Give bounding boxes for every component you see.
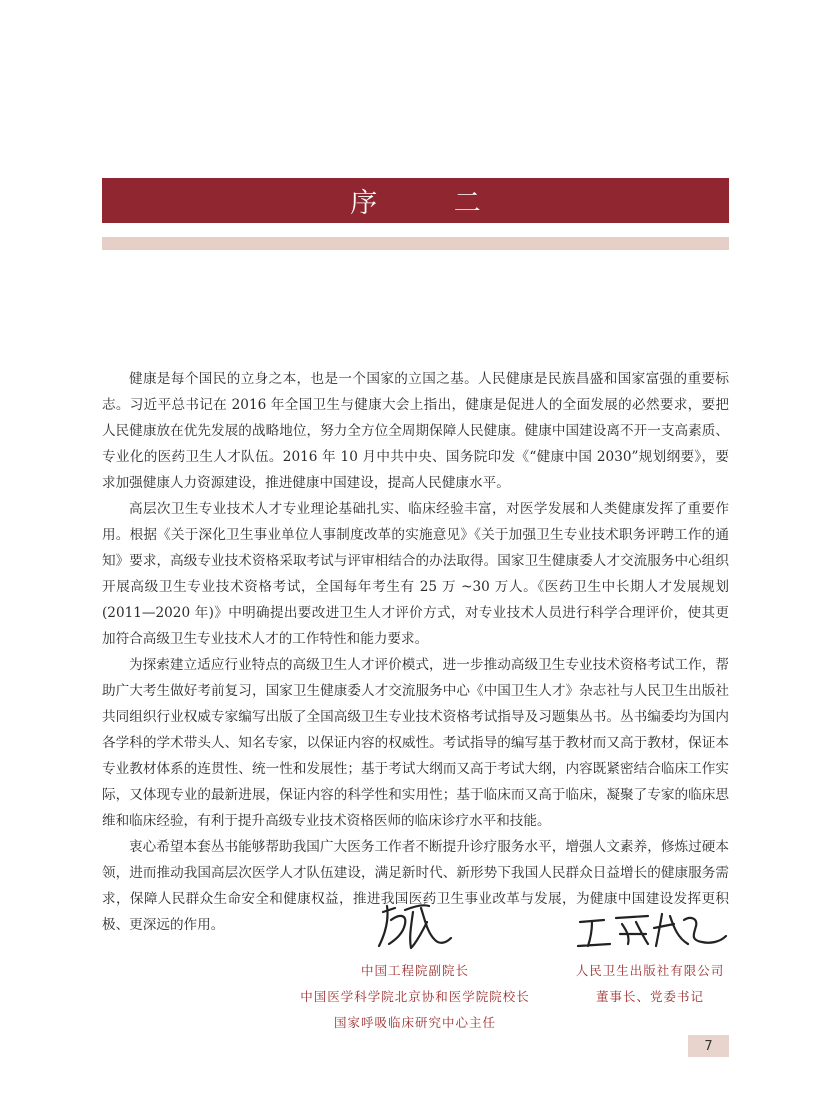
signature-title-line: 中国医学科学院北京协和医学院院校长: [300, 989, 530, 1004]
signature-block-left: [270, 900, 560, 1036]
paragraph: 高层次卫生专业技术人才专业理论基础扎实、临床经验丰富，对医学发展和人类健康发挥了重要作用。根据《关于深化卫生事业单位人事制度改革的实施意见》《关于加强卫生专业技术职务评聘工作的通知》要求，高级专业技术资格采取考试与评审相结合的办法取得。国家卫生健康委人才交流服务中心组织开展高级卫生专业技术资格考试，全国每年考生有 25 万 ~30 万人。《医药卫生中长期人才发展规划(2011—2020 年)》中明确提出要改进卫生人才评价方式，对专业技术人员进行科学合理评价，使其更加符合高级卫生专业技术人才的工作特性和能力要求。: [102, 501, 729, 647]
paragraph: 衷心希望本套丛书能够帮助我国广大医务工作者不断提升诊疗服务水平，增强人文素养，修炼过硬本领，进而推动我国高层次医学人才队伍建设，满足新时代、新形势下我国人民群众日益增长的健康服务需求，保障人民群众生命安全和健康权益，推进我国医药卫生事业改革与发展，为健康中国建设发挥更积极、更深远的作用。: [102, 839, 729, 933]
signature-title-line: 董事长、党委书记: [595, 989, 704, 1004]
signature-title-line: 中国工程院副院长: [360, 963, 469, 978]
title-underbar: [102, 237, 729, 250]
handwritten-signature-right: [570, 900, 730, 958]
paragraph: 为探索建立适应行业特点的高级卫生人才评价模式，进一步推动高级卫生专业技术资格考试工作，帮助广大考生做好考前复习，国家卫生健康委人才交流服务中心《中国卫生人才》杂志社与人民卫生出版社共同组织行业权威专家编写出版了全国高级卫生专业技术资格考试指导及习题集丛书。丛书编委均为国内各学科的学术带头人、知名专家，以保证内容的权威性。考试指导的编写基于教材而又高于教材，保证本专业教材体系的连贯性、统一性和发展性；基于考试大纲而又高于考试大纲，内容既紧密结合临床工作实际，又体现专业的最新进展，保证内容的科学性和实用性；基于临床而又高于临床，凝聚了专家的临床思维和临床经验，有利于提升高级专业技术资格医师的临床诊疗水平和技能。: [102, 657, 729, 829]
handwritten-signature-left: [365, 900, 465, 958]
paragraph: 健康是每个国民的立身之本，也是一个国家的立国之基。人民健康是民族昌盛和国家富强的重要标志。习近平总书记在 2016 年全国卫生与健康大会上指出，健康是促进人的全面发展的必然要求，要把人民健康放在优先发展的战略地位，努力全方位全周期保障人民健康。健康中国建设离不开一支高素质、专业化的医药卫生人才队伍。2016 年 10 月中共中央、国务院印发《“健康中国 2030”规划纲要》，要求加强健康人力资源建设，推进健康中国建设，提高人民健康水平。: [102, 371, 729, 491]
title-bar: [102, 178, 729, 223]
page-number: 7: [688, 1035, 729, 1057]
signature-block-right: [560, 900, 740, 1010]
signature-title-line: 国家呼吸临床研究中心主任: [333, 1015, 496, 1030]
page-title: 序 二: [350, 188, 515, 219]
signature-title-line: 人民卫生出版社有限公司: [575, 963, 725, 978]
body-text: [102, 366, 729, 938]
